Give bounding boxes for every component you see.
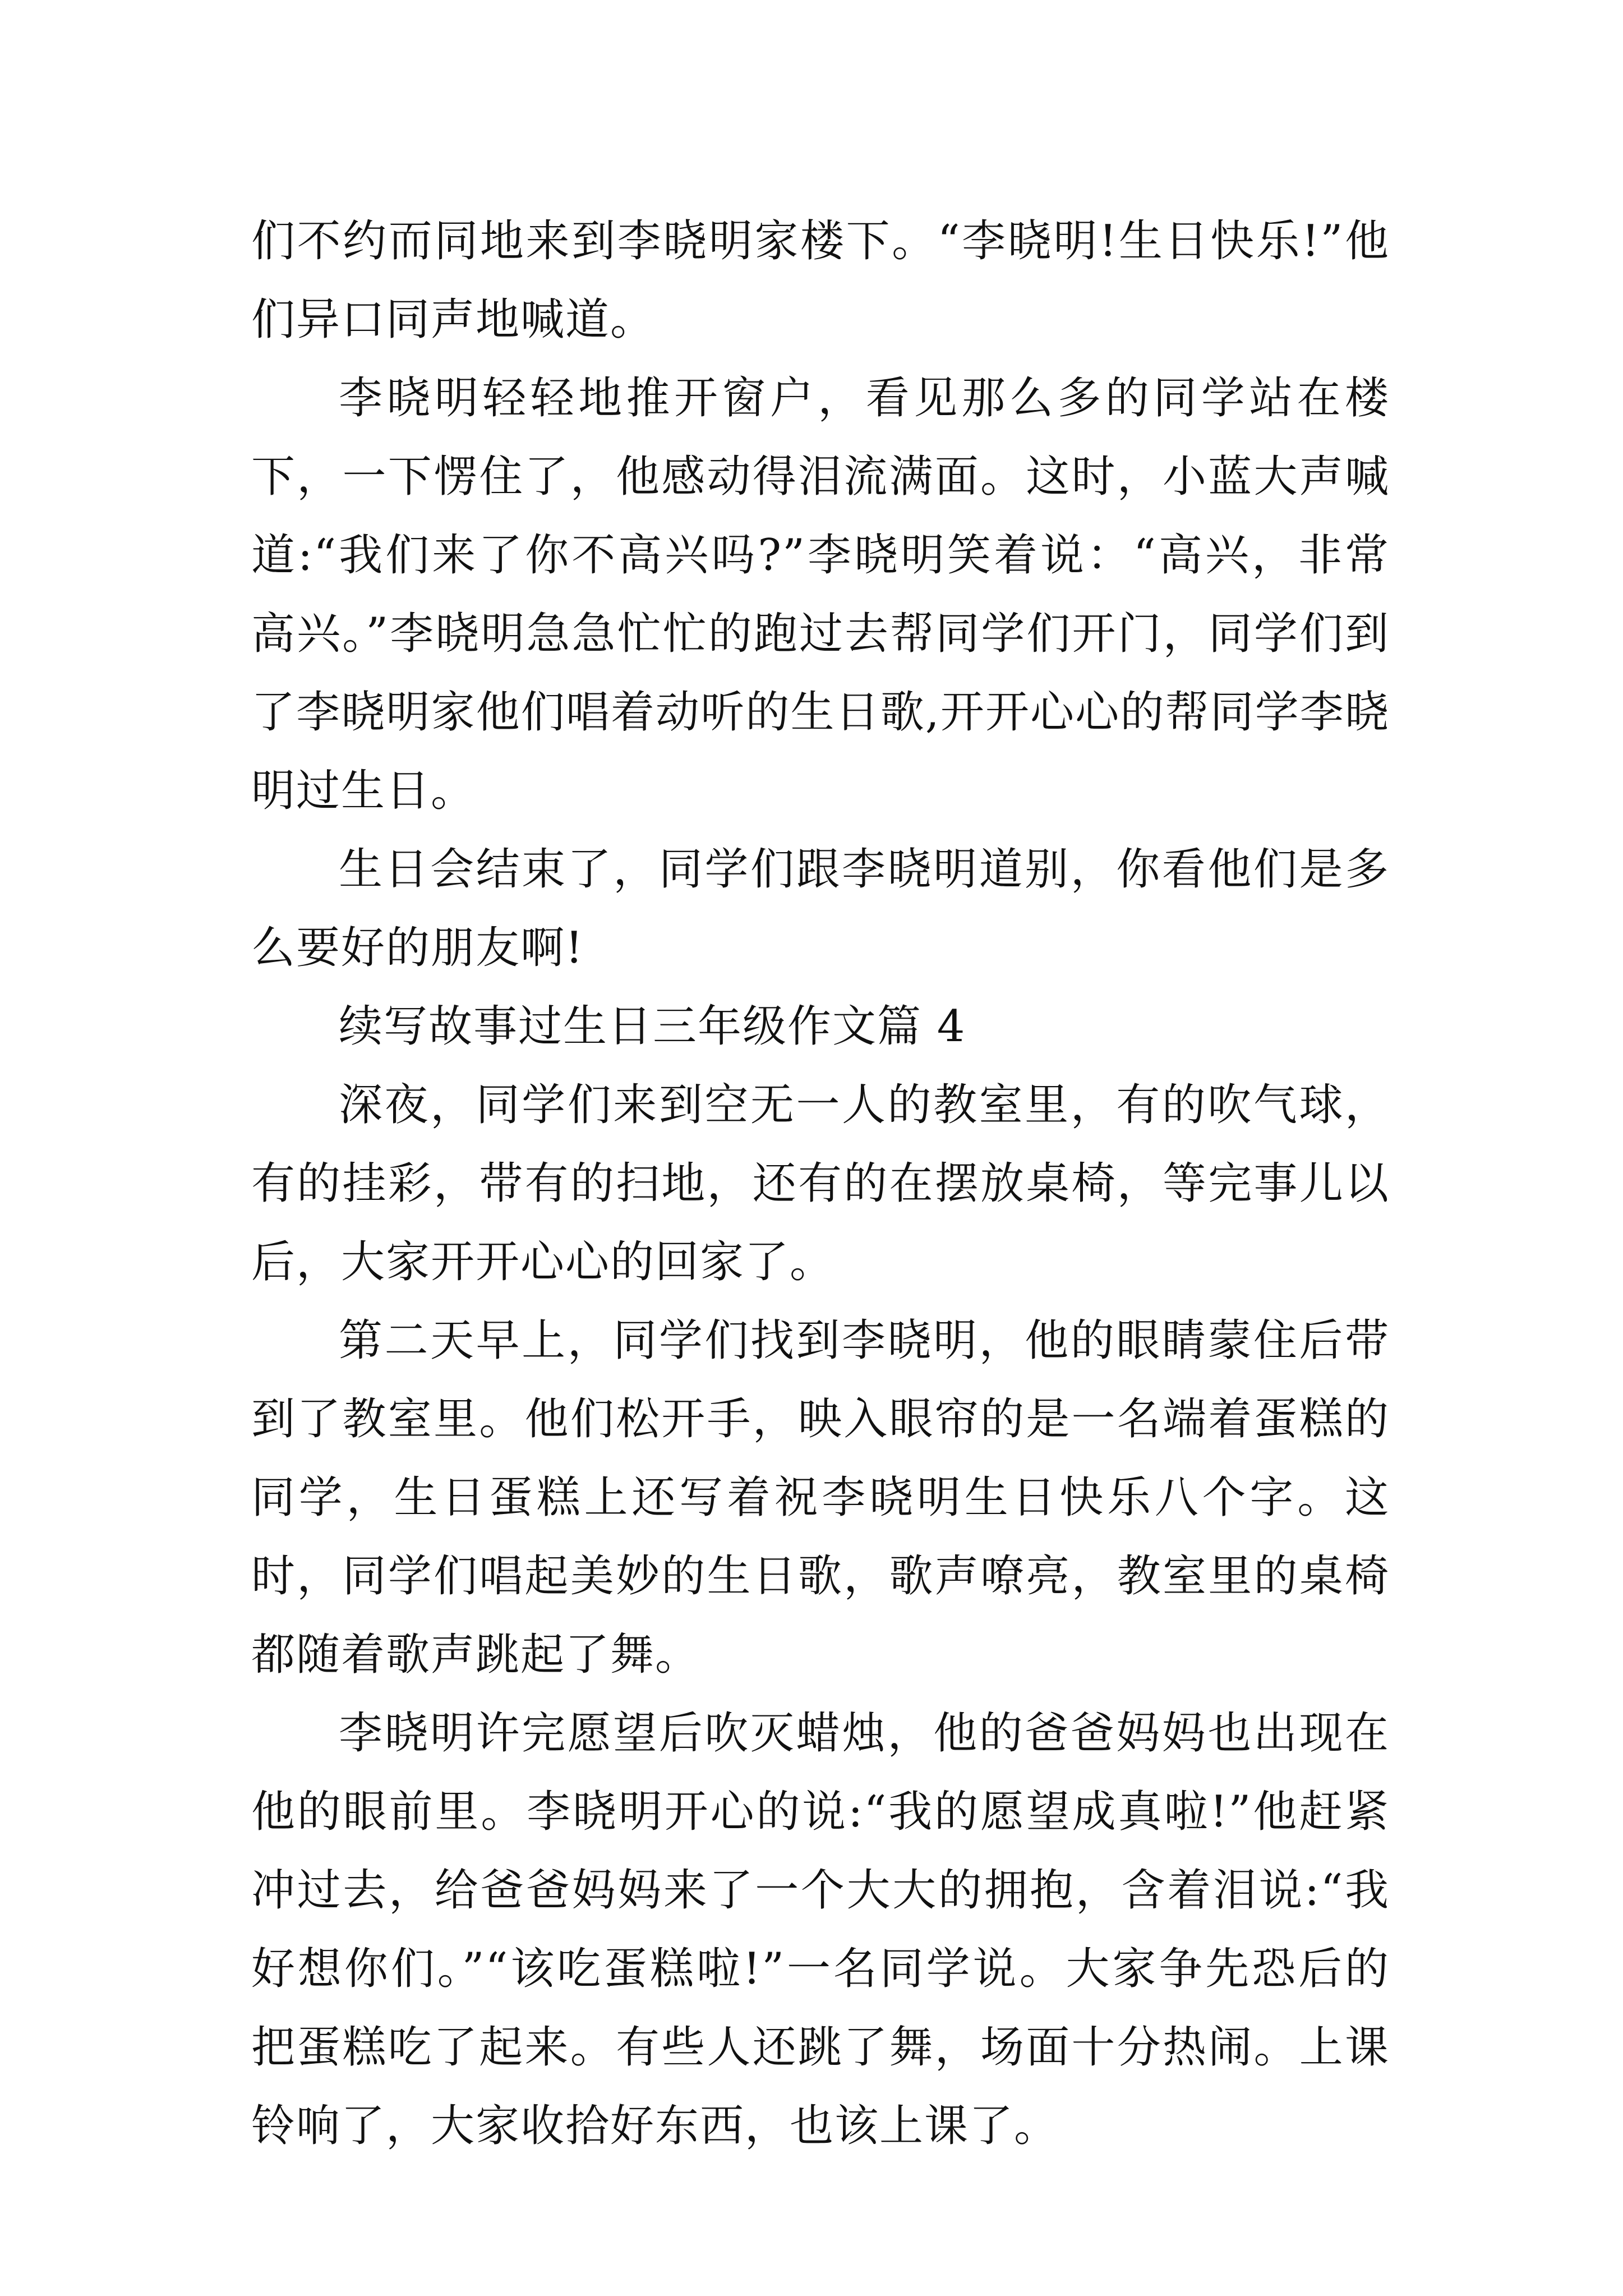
paragraph-continuation: 们不约而同地来到李晓明家楼下。“李晓明!生日快乐!”他们异口同声地喊道。: [251, 216, 1390, 345]
paragraph: 李晓明轻轻地推开窗户，看见那么多的同学站在楼下，一下愣住了，他感动得泪流满面。这时，小蓝大声喊道:“我们来了你不高兴吗?”李晓明笑着说：“高兴，非常高兴。”李晓明急急忙忙的跑过去帮同学们开门，同学们到了李晓明家他们唱着动听的生日歌,开开心心的帮同学李晓明过生日。: [251, 373, 1390, 816]
paragraph: 生日会结束了，同学们跟李晓明道别，你看他们是多么要好的朋友啊!: [251, 844, 1390, 973]
document-page: [251, 202, 1390, 2165]
paragraph: 深夜，同学们来到空无一人的教室里，有的吹气球，有的挂彩，带有的扫地，还有的在摆放桌椅，等完事儿以后，大家开开心心的回家了。: [251, 1080, 1390, 1287]
section-heading: 续写故事过生日三年级作文篇 4: [339, 1001, 966, 1052]
paragraph: 李晓明许完愿望后吹灭蜡烛，他的爸爸妈妈也出现在他的眼前里。李晓明开心的说:“我的愿望成真啦!”他赶紧冲过去，给爸爸妈妈来了一个大大的拥抱，含着泪说:“我好想你们。”“该吃蛋糕啦!”一名同学说。大家争先恐后的把蛋糕吃了起来。有些人还跳了舞，场面十分热闹。上课铃响了，大家收拾好东西，也该上课了。: [251, 1708, 1390, 2151]
paragraph: 第二天早上，同学们找到李晓明，他的眼睛蒙住后带到了教室里。他们松开手，映入眼帘的是一名端着蛋糕的同学，生日蛋糕上还写着祝李晓明生日快乐八个字。这时，同学们唱起美妙的生日歌，歌声嘹亮，教室里的桌椅都随着歌声跳起了舞。: [251, 1315, 1390, 1680]
